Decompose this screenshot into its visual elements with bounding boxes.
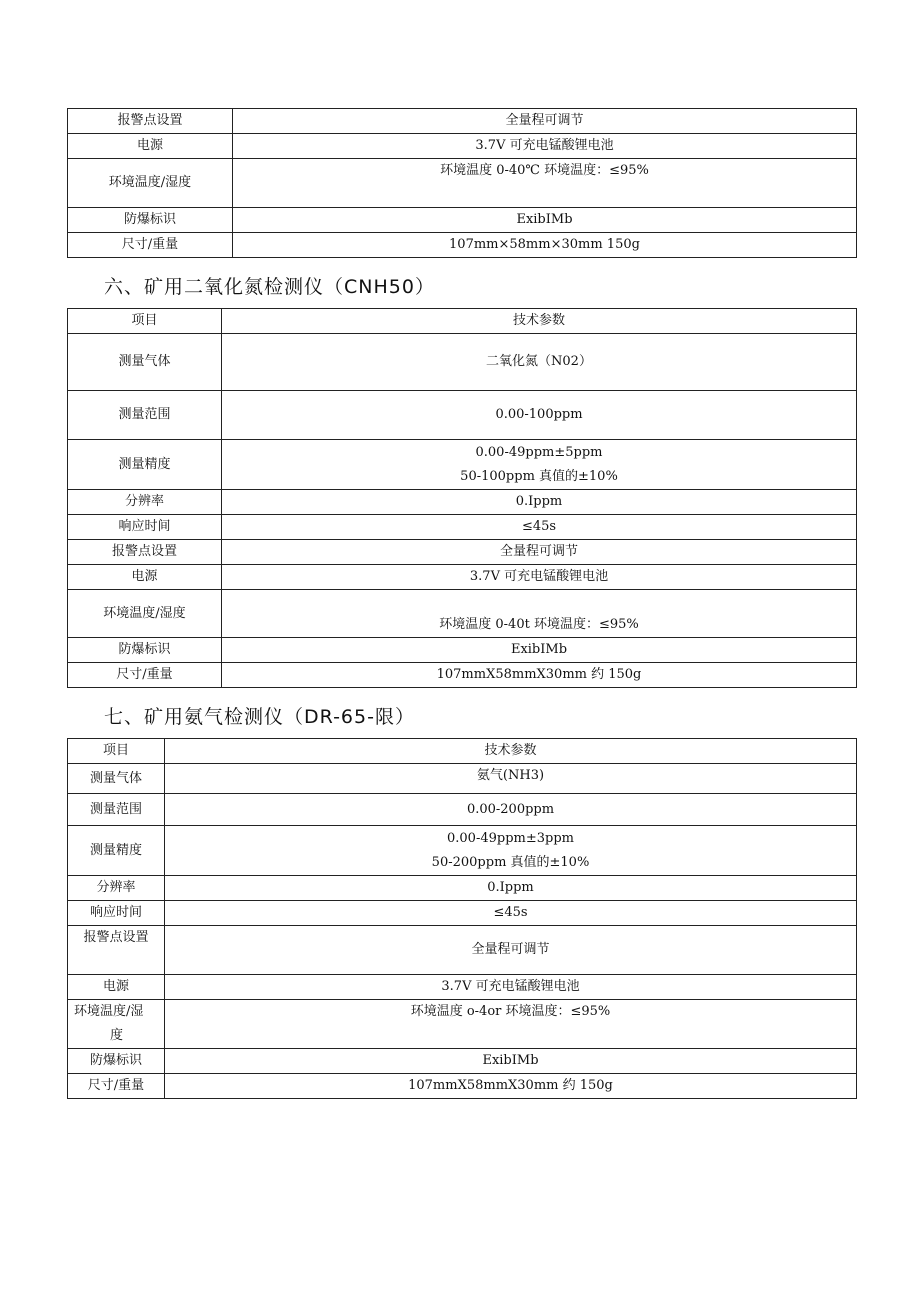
spec-table-continued [67, 108, 857, 258]
label-line-2: 度 [110, 1028, 124, 1043]
row-value: 3.7V 可充电锰酸锂电池 [165, 975, 857, 1000]
header-item: 项目 [68, 309, 222, 334]
row-label: 电源 [68, 565, 222, 590]
row-value: ≤45s [222, 515, 857, 540]
row-value: 全量程可调节 [165, 926, 857, 975]
row-value: 0.00-200ppm [165, 794, 857, 826]
row-value: 107mmX58mmX30mm 约 150g [165, 1074, 857, 1099]
row-label: 防爆标识 [68, 638, 222, 663]
spec-table-cnh50 [67, 308, 857, 688]
label-line-1: 环境温度/湿 [74, 1004, 144, 1019]
row-label: 报警点设置 [68, 540, 222, 565]
row-value: ExibIMb [165, 1049, 857, 1074]
row-value: ExibIMb [233, 208, 857, 233]
accuracy-line-1: 0.00-49ppm±3ppm [447, 830, 574, 846]
row-label: 防爆标识 [68, 208, 233, 233]
row-label: 响应时间 [68, 901, 165, 926]
row-value: 3.7V 可充电锰酸锂电池 [233, 134, 857, 159]
row-label: 测量精度 [68, 826, 165, 876]
row-label: 报警点设置 [68, 926, 165, 975]
row-value [222, 440, 857, 490]
row-label: 分辨率 [68, 876, 165, 901]
row-value [165, 826, 857, 876]
row-value: 全量程可调节 [222, 540, 857, 565]
row-value: 全量程可调节 [233, 109, 857, 134]
section-title-cnh50: 六、矿用二氧化氮检测仪（CNH50） [104, 276, 435, 298]
row-value: ExibIMb [222, 638, 857, 663]
row-label: 环境温度/湿度 [68, 159, 233, 208]
row-value: 0.00-100ppm [222, 391, 857, 440]
row-label: 尺寸/重量 [68, 233, 233, 258]
row-label: 尺寸/重量 [68, 663, 222, 688]
row-label: 响应时间 [68, 515, 222, 540]
header-param: 技术参数 [165, 739, 857, 764]
row-value: 107mm×58mm×30mm 150g [233, 233, 857, 258]
row-value: 3.7V 可充电锰酸锂电池 [222, 565, 857, 590]
row-label [68, 1000, 165, 1049]
row-label: 环境温度/湿度 [68, 590, 222, 638]
row-value: ≤45s [165, 901, 857, 926]
row-value: 107mmX58mmX30mm 约 150g [222, 663, 857, 688]
accuracy-line-2: 50-100ppm 真值的±10% [460, 468, 618, 484]
row-label: 测量范围 [68, 391, 222, 440]
row-label: 尺寸/重量 [68, 1074, 165, 1099]
row-value: 环境温度 0-40t 环境温度：≤95% [222, 590, 857, 638]
row-value: 二氧化氮（N02） [222, 334, 857, 391]
row-label: 分辨率 [68, 490, 222, 515]
header-param: 技术参数 [222, 309, 857, 334]
row-value: 0.Ippm [222, 490, 857, 515]
row-label: 电源 [68, 134, 233, 159]
header-item: 项目 [68, 739, 165, 764]
row-value: 氨气(NH3) [165, 764, 857, 794]
row-label: 电源 [68, 975, 165, 1000]
row-label: 测量气体 [68, 764, 165, 794]
accuracy-line-1: 0.00-49ppm±5ppm [475, 444, 603, 460]
row-value: 环境温度 0-40℃ 环境温度：≤95% [233, 159, 857, 208]
row-label: 报警点设置 [68, 109, 233, 134]
row-label: 测量气体 [68, 334, 222, 391]
spec-table-dr65 [67, 738, 857, 1099]
row-value: 0.Ippm [165, 876, 857, 901]
row-label: 防爆标识 [68, 1049, 165, 1074]
section-title-dr65: 七、矿用氨气检测仪（DR-65-限） [104, 706, 415, 728]
row-value: 环境温度 o-4or 环境温度：≤95% [165, 1000, 857, 1049]
row-label: 测量精度 [68, 440, 222, 490]
accuracy-line-2: 50-200ppm 真值的±10% [431, 854, 590, 870]
row-label: 测量范围 [68, 794, 165, 826]
